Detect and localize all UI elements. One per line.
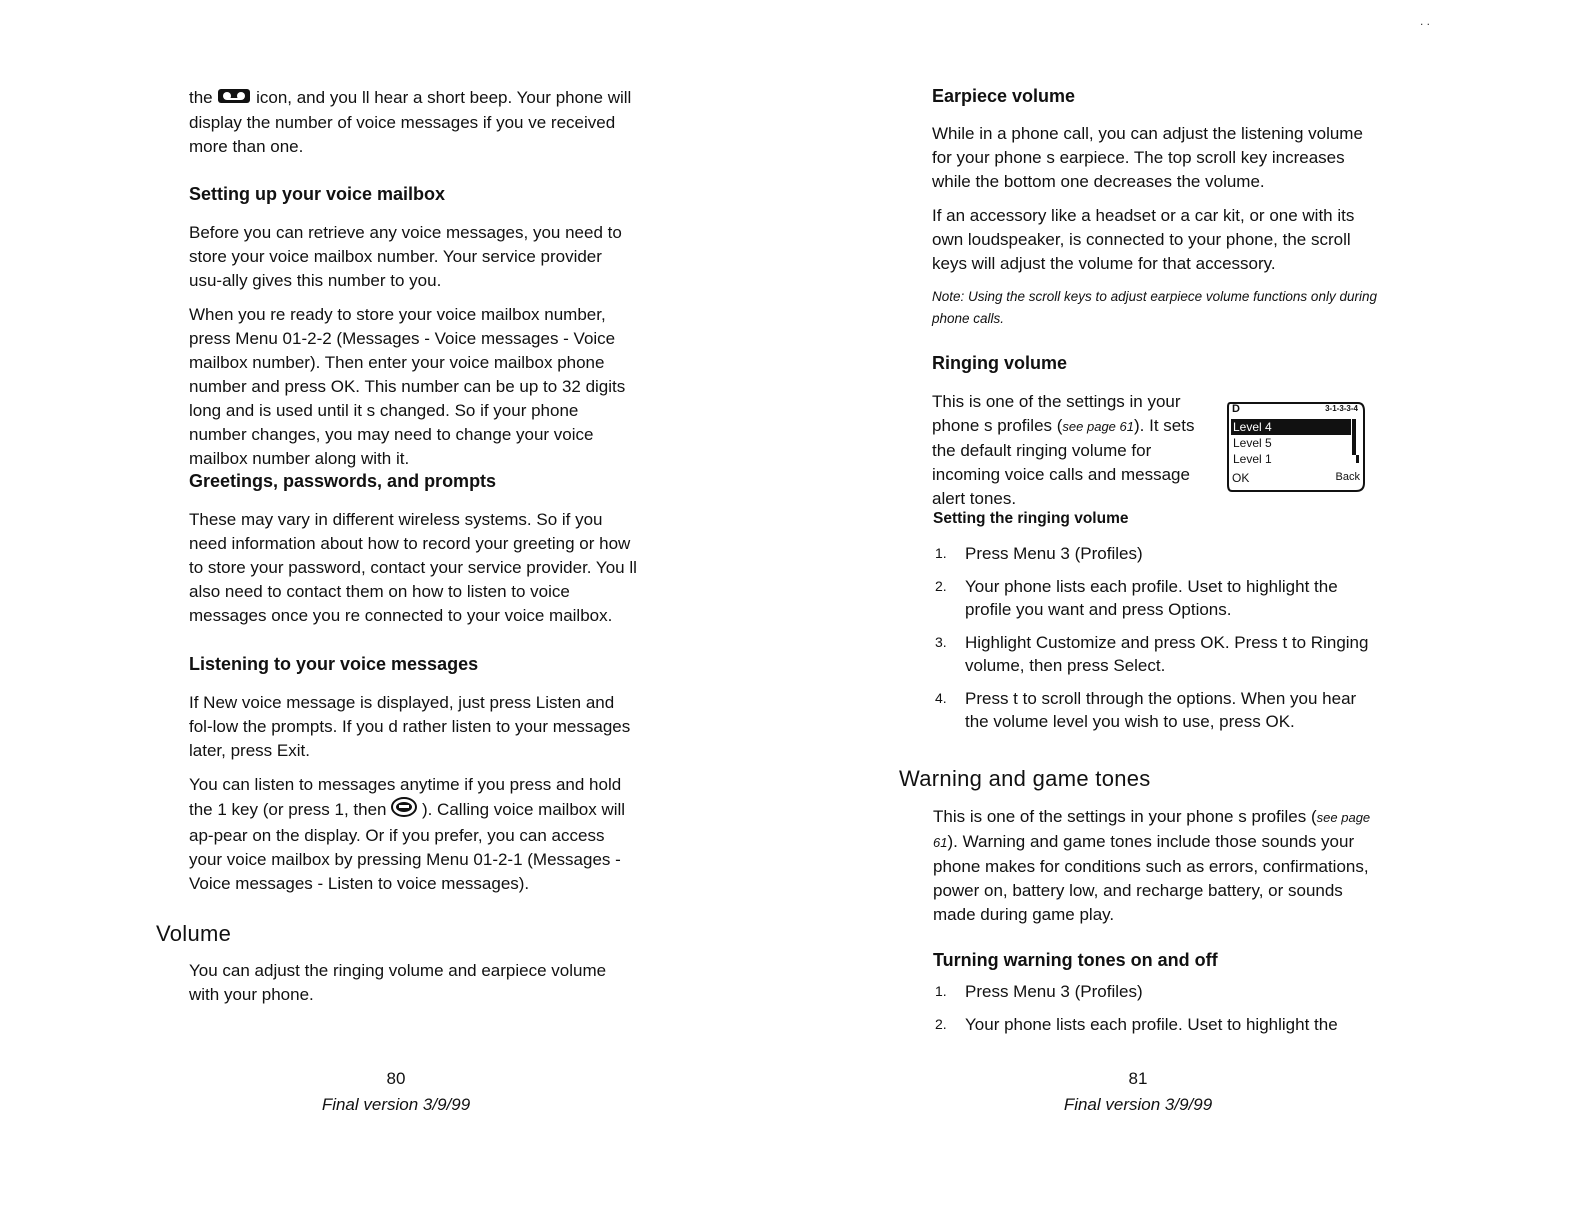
ringing-steps	[933, 542, 1383, 743]
left-footer	[296, 1066, 496, 1118]
volume-section	[189, 959, 637, 1017]
setting-ringing-subheading: Setting the ringing volume	[933, 510, 1129, 527]
setup-para-1: Before you can retrieve any voice messages, you need to store your voice mailbox number. Your service provider usu-ally gives this number to you.	[189, 223, 622, 290]
screen-item: Level 5	[1233, 436, 1272, 450]
list-item: 1. Press Menu 3 (Profiles)	[935, 544, 1143, 563]
earpiece-heading: Earpiece volume	[932, 86, 1076, 106]
list-item: 2. Your phone lists each profile. Uset to highlight the profile you want and press Options.	[935, 577, 1338, 619]
screen-soft-key-right: Back	[1335, 471, 1360, 483]
listening-para-2-after: ). Calling voice mailbox will ap-pear on the display. Or if you prefer, you can access your voice mailbox by pressing Menu 01-2-1 (Messages - Voice messages - Listen to voice messages).	[189, 799, 626, 893]
version-label: Final version 3/9/99	[1063, 1095, 1213, 1114]
list-item: 4. Press t to scroll through the options. When you hear the volume level you wish to use, press OK.	[935, 689, 1357, 731]
list-item: 2. Your phone lists each profile. Uset to highlight the	[935, 1015, 1338, 1034]
intro-before-icon: the	[189, 88, 218, 107]
earpiece-para-1: While in a phone call, you can adjust the listening volume for your phone s earpiece. The top scroll key increases while the bottom one decreases the volume.	[932, 124, 1363, 191]
right-page	[792, 0, 1584, 1224]
setup-para-2: When you re ready to store your voice mailbox number, press Menu 01-2-2 (Messages - Voice messages - Voice mailbox number). Then enter your voice mailbox phone number and press OK. This number can be up to 32 digits long and is used until it s changed. So if your phone number changes, you may need to change your voice mailbox number along with it.	[189, 305, 626, 468]
intro-paragraph	[189, 86, 639, 169]
warning-page-ref: see page 61	[933, 810, 1371, 850]
warning-heading: Warning and game tones	[899, 766, 1151, 791]
list-item: 1. Press Menu 3 (Profiles)	[935, 982, 1143, 1001]
listening-para-2-before: You can listen to messages anytime if you press and hold the 1 key (or press 1, then	[189, 775, 622, 819]
greetings-section	[189, 508, 637, 638]
earpiece-section	[932, 122, 1380, 330]
right-footer	[1038, 1066, 1238, 1118]
ringing-page-ref: see page 61	[1062, 419, 1134, 434]
listening-section	[189, 691, 637, 906]
page-number: 81	[1128, 1069, 1148, 1088]
ringing-heading: Ringing volume	[932, 353, 1067, 373]
warning-para-before: This is one of the settings in your phone s profiles (	[933, 807, 1317, 826]
voicemail-icon	[217, 87, 251, 111]
volume-para: You can adjust the ringing volume and earpiece volume with your phone.	[189, 961, 607, 1004]
screen-item-selected: Level 4	[1233, 420, 1272, 434]
warning-intro	[933, 805, 1383, 937]
warning-steps	[933, 980, 1383, 1046]
phone-display-illustration	[1226, 401, 1366, 493]
greetings-heading: Greetings, passwords, and prompts	[189, 471, 497, 491]
screen-soft-key-left: OK	[1232, 471, 1250, 485]
page-number: 80	[386, 1069, 406, 1088]
setup-section	[189, 221, 637, 481]
earpiece-para-2: If an accessory like a headset or a car kit, or one with its own loudspeaker, is connected to your phone, the scroll keys will adjust the volume for that accessory.	[932, 206, 1355, 273]
ringing-para-after: ). It sets the default ringing volume for incoming voice calls and message alert tones.	[932, 416, 1195, 508]
earpiece-note: Note: Using the scroll keys to adjust earpiece volume functions only during phone calls.	[932, 289, 1377, 326]
ringing-intro	[932, 390, 1222, 521]
corner-marks: . .	[1420, 14, 1431, 28]
setup-heading: Setting up your voice mailbox	[189, 184, 446, 204]
screen-status-right: 3-1-3-3-4	[1325, 404, 1358, 413]
intro-after-icon: icon, and you ll hear a short beep. Your phone will display the number of voice messages if you ve received more than one.	[189, 88, 632, 156]
warning-tones-subheading: Turning warning tones on and off	[933, 950, 1218, 970]
volume-heading: Volume	[156, 921, 232, 946]
warning-para-after: ). Warning and game tones include those sounds your phone makes for conditions such as errors, confirmations, power on, battery low, and recharge battery, or sounds made during game play.	[933, 832, 1369, 924]
greetings-para: These may vary in different wireless systems. So if you need information about how to record your greeting or how to store your password, contact your service provider. You ll also need to contact them on how to listen to voice messages once you re connected to your voice mailbox.	[189, 510, 637, 625]
listening-para-2	[189, 773, 637, 896]
list-item: 3. Highlight Customize and press OK. Press t to Ringing volume, then press Select.	[935, 633, 1369, 675]
ringing-para-before: This is one of the settings in your phone s profiles (	[932, 392, 1181, 435]
listening-para-1: If New voice message is displayed, just press Listen and fol-low the prompts. If you d rather listen to your messages later, press Exit.	[189, 693, 631, 760]
version-label: Final version 3/9/99	[321, 1095, 471, 1114]
listening-heading: Listening to your voice messages	[189, 654, 479, 674]
screen-status-left: D	[1232, 403, 1240, 415]
talk-key-icon	[391, 797, 417, 824]
screen-item: Level 1	[1233, 452, 1272, 466]
